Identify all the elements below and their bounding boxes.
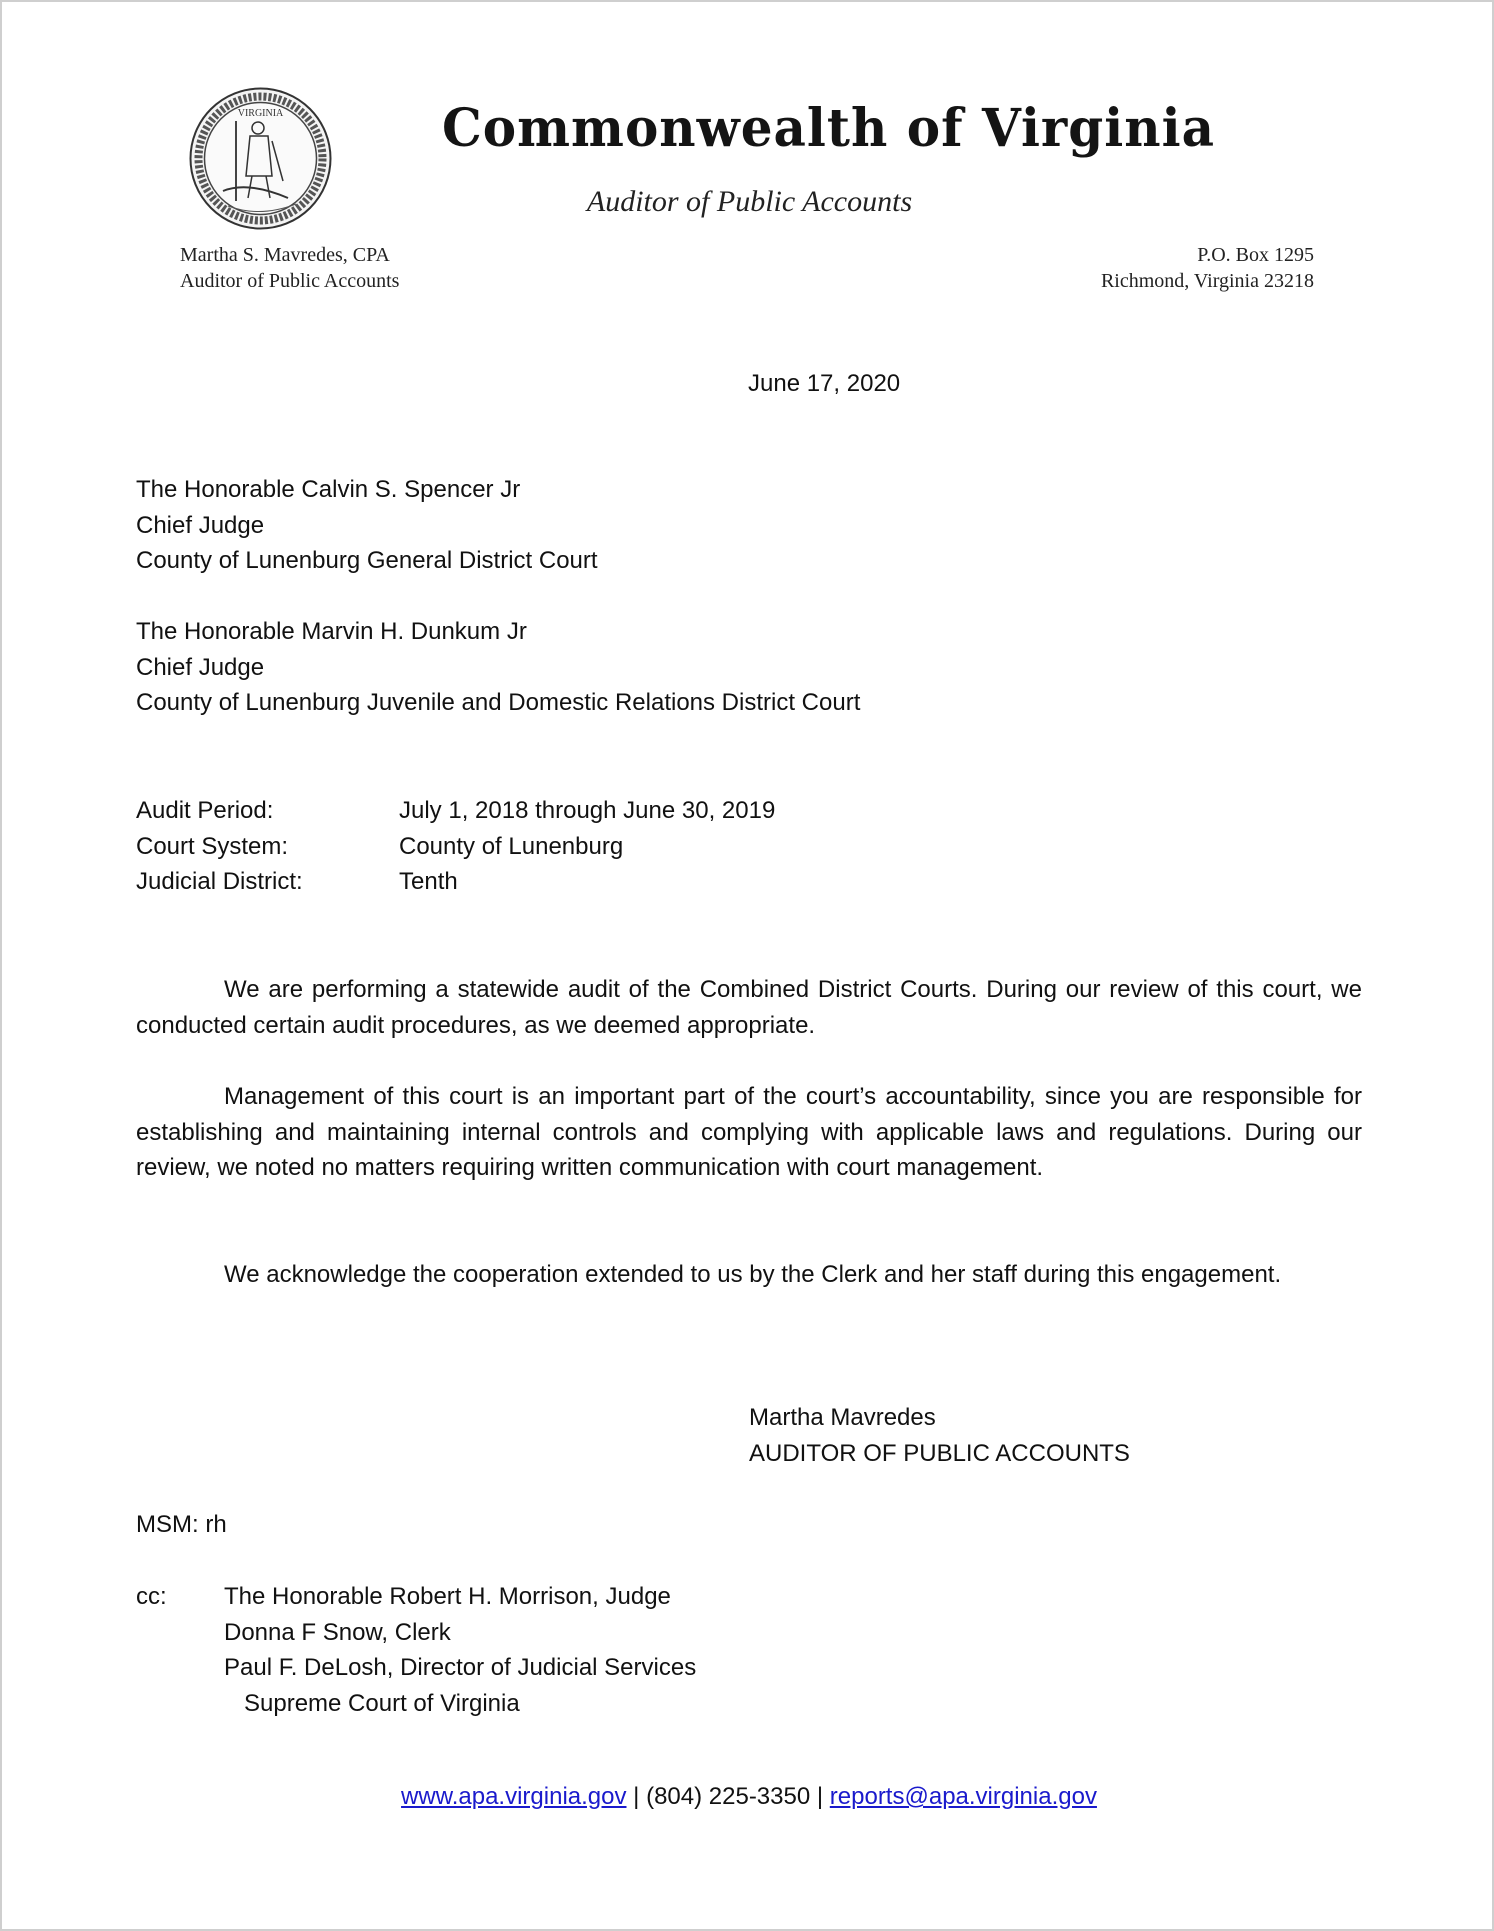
cc-list: [224, 1579, 696, 1721]
recipient-court: County of Lunenburg General District Court: [136, 547, 598, 574]
judicial-district-row: [136, 864, 458, 900]
judicial-district-value: Tenth: [399, 868, 458, 895]
court-system-value: County of Lunenburg: [399, 833, 624, 860]
letterhead-subtitle: Auditor of Public Accounts: [586, 185, 913, 218]
signer-title: AUDITOR OF PUBLIC ACCOUNTS: [749, 1439, 1130, 1467]
cc-item: Donna F Snow, Clerk: [224, 1618, 451, 1646]
court-system-label: Court System:: [136, 833, 289, 860]
website-link[interactable]: www.apa.virginia.gov: [401, 1783, 627, 1810]
footer-contact: [2, 1779, 1494, 1815]
separator: |: [633, 1783, 640, 1810]
mailing-address: [1101, 242, 1314, 294]
recipient-name: The Honorable Marvin H. Dunkum Jr: [136, 618, 527, 645]
reference-initials: MSM: rh: [136, 1511, 227, 1538]
virginia-state-seal-icon: [188, 86, 333, 231]
recipient-title: Chief Judge: [136, 653, 265, 681]
cc-item: Supreme Court of Virginia: [244, 1689, 520, 1717]
judicial-district-label: Judicial District:: [136, 868, 303, 895]
phone-number: (804) 225-3350: [646, 1783, 811, 1810]
email-link[interactable]: reports@apa.virginia.gov: [829, 1783, 1097, 1810]
letterhead-title: Commonwealth of Virginia: [442, 96, 1215, 159]
letter-date: June 17, 2020: [748, 370, 901, 397]
recipient-court: County of Lunenburg Juvenile and Domestic Relations District Court: [136, 689, 861, 716]
sender-name: Martha S. Mavredes, CPA: [180, 244, 390, 266]
audit-period-value: July 1, 2018 through June 30, 2019: [399, 797, 776, 824]
seal-text: VIRGINIA: [237, 108, 284, 119]
po-box: P.O. Box 1295: [1197, 244, 1314, 266]
body-paragraph: We acknowledge the cooperation extended to us by the Clerk and her staff during this engagement.: [224, 1261, 1282, 1288]
recipient-block: [136, 614, 860, 721]
body-paragraph: Management of this court is an important part of the court’s accountability, since you are responsible for establishing and maintaining internal controls and complying with applicable laws and regulations. During our review, we noted no matters requiring written communication with court management.: [136, 1083, 1362, 1181]
sender-address: [180, 242, 399, 294]
recipient-block: [136, 472, 598, 579]
signature-block: [749, 1400, 1130, 1471]
separator: |: [816, 1783, 824, 1810]
court-system-row: [136, 829, 623, 865]
city-state-zip: Richmond, Virginia 23218: [1100, 270, 1314, 292]
signer-name: Martha Mavredes: [749, 1404, 936, 1431]
recipient-name: The Honorable Calvin S. Spencer Jr: [136, 476, 521, 503]
cc-item: The Honorable Robert H. Morrison, Judge: [224, 1583, 671, 1610]
cc-item: Paul F. DeLosh, Director of Judicial Services: [224, 1654, 697, 1681]
body-paragraph: We are performing a statewide audit of the Combined District Courts. During our review of this court, we conducted certain audit procedures, as we deemed appropriate.: [136, 976, 1362, 1039]
audit-period-row: [136, 793, 775, 829]
audit-period-label: Audit Period:: [136, 797, 274, 824]
cc-label: cc:: [136, 1583, 167, 1610]
recipient-title: Chief Judge: [136, 511, 265, 539]
sender-title: Auditor of Public Accounts: [180, 270, 400, 292]
